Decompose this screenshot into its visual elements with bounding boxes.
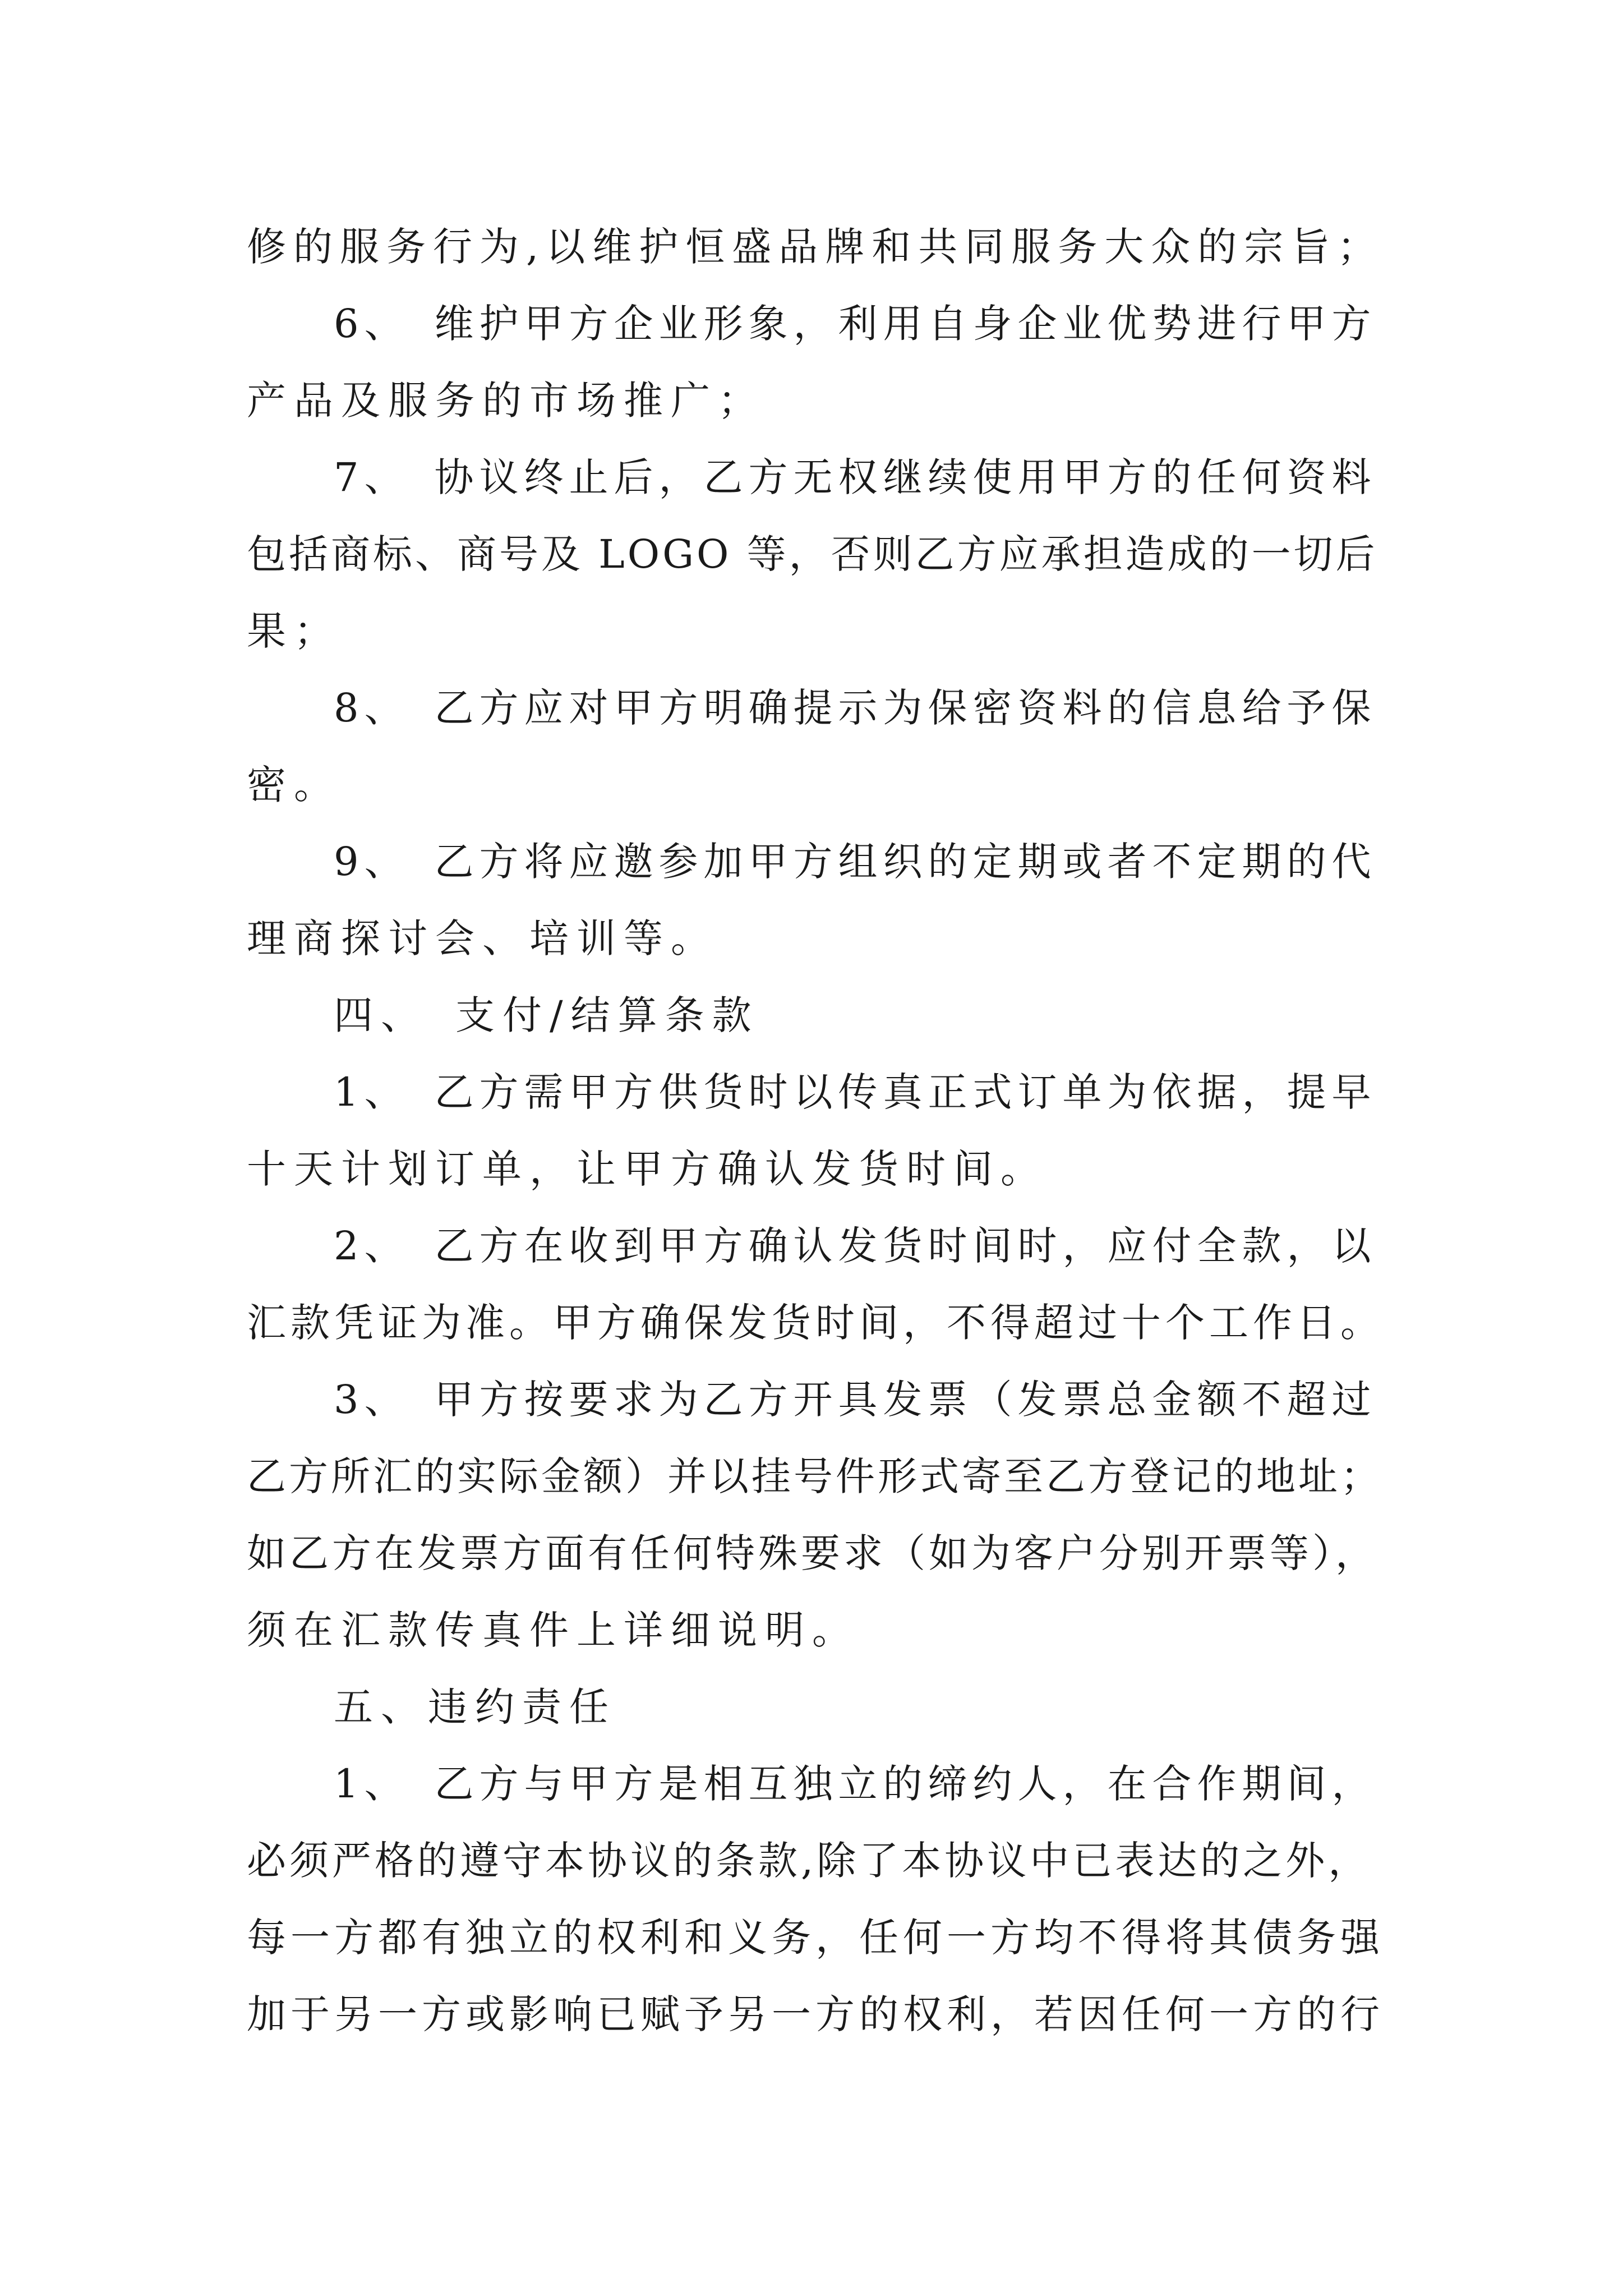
text-line: 2、 乙方在收到甲方确认发货时间时，应付全款，以 xyxy=(334,1223,1377,1269)
section-heading: 四、 支付/结算条款 xyxy=(334,992,759,1038)
text-line: 理商探讨会、培训等。 xyxy=(247,915,718,961)
text-line: 7、 协议终止后，乙方无权继续使用甲方的任何资料 xyxy=(334,454,1377,500)
text-line: 1、 乙方与甲方是相互独立的缔约人，在合作期间， xyxy=(334,1761,1377,1807)
text-line: 6、 维护甲方企业形象，利用自身企业优势进行甲方 xyxy=(334,301,1377,347)
text-line: 每一方都有独立的权利和义务，任何一方均不得将其债务强 xyxy=(247,1915,1384,1961)
text-line: 必须严格的遵守本协议的条款,除了本协议中已表达的之外， xyxy=(247,1838,1371,1884)
text-line: 3、 甲方按要求为乙方开具发票（发票总金额不超过 xyxy=(334,1377,1377,1423)
text-line: 十天计划订单，让甲方确认发货时间。 xyxy=(247,1146,1048,1192)
text-line: 包括商标、商号及 LOGO 等，否则乙方应承担造成的一切后 xyxy=(247,531,1378,577)
text-line: 须在汇款传真件上详细说明。 xyxy=(247,1607,859,1653)
text-line: 1、 乙方需甲方供货时以传真正式订单为依据，提早 xyxy=(334,1069,1377,1115)
text-line: 9、 乙方将应邀参加甲方组织的定期或者不定期的代 xyxy=(334,839,1377,885)
text-line: 密。 xyxy=(247,762,341,808)
text-line: 修的服务行为,以维护恒盛品牌和共同服务大众的宗旨； xyxy=(247,224,1384,270)
text-line: 8、 乙方应对甲方明确提示为保密资料的信息给予保 xyxy=(334,685,1377,731)
text-line: 果； xyxy=(247,608,341,654)
text-line: 如乙方在发票方面有任何特殊要求（如为客户分别开票等）， xyxy=(247,1530,1378,1576)
section-heading: 五、违约责任 xyxy=(334,1684,616,1730)
text-line: 加于另一方或影响已赋予另一方的权利，若因任何一方的行 xyxy=(247,1991,1384,2037)
text-line: 汇款凭证为准。甲方确保发货时间，不得超过十个工作日。 xyxy=(247,1300,1384,1346)
text-line: 产品及服务的市场推广； xyxy=(247,378,765,424)
text-line: 乙方所汇的实际金额）并以挂号件形式寄至乙方登记的地址； xyxy=(247,1453,1382,1499)
